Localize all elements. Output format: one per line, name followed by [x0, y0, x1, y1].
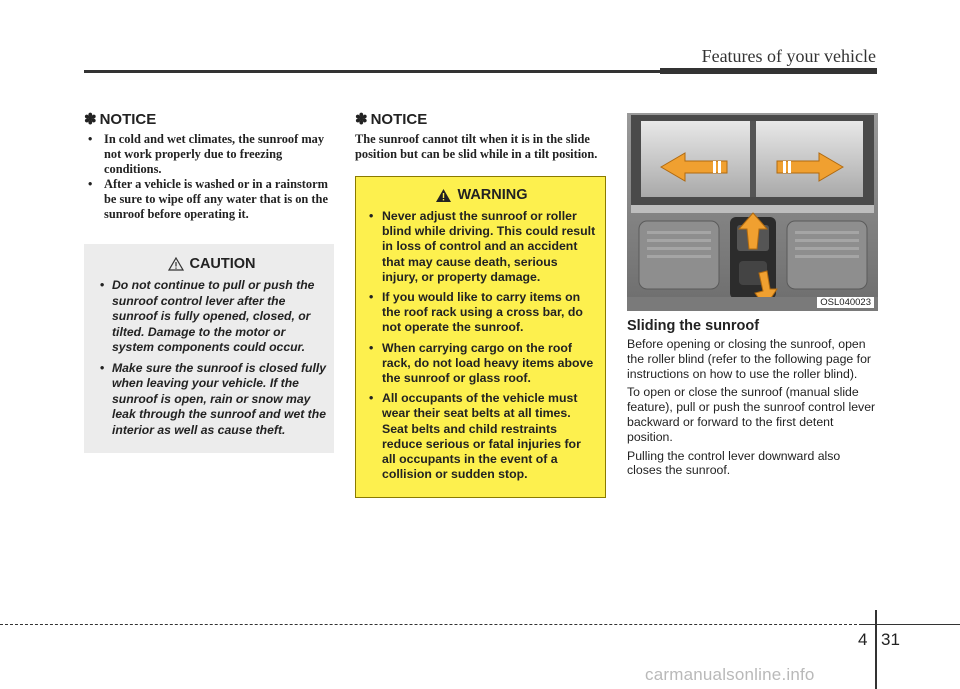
warning-item: • When carrying cargo on the roof rack, do not load heavy items above the sunroof or glass roof. — [366, 341, 597, 387]
warning-box — [355, 176, 606, 498]
caution-triangle-icon — [168, 257, 184, 271]
header-rule-accent — [660, 68, 877, 74]
caution-list — [98, 278, 326, 438]
warning-header — [366, 187, 597, 203]
middle-column — [355, 110, 606, 498]
footer-rule — [0, 624, 862, 625]
warning-item: • All occupants of the vehicle must wear their seat belts at all times. Seat belts and child restraints reduce serious or fatal injuries for all occupants in the event of a collision or sudden stop. — [366, 391, 597, 482]
middle-notice-title: ✽ NOTICE — [355, 111, 428, 128]
left-notice-item: • In cold and wet climates, the sunroof may not work properly due to freezing conditions. — [84, 132, 334, 177]
sunroof-photo — [627, 113, 878, 311]
warning-item: • Never adjust the sunroof or roller blind while driving. This could result in loss of control and an accident that may cause death, serious injury, or property damage. — [366, 209, 597, 285]
sliding-heading: Sliding the sunroof — [627, 318, 760, 334]
caution-item: • Do not continue to pull or push the sunroof control lever after the sunroof is fully opened, closed, or tilted. Damage to the motor or system components could occur. — [98, 278, 326, 356]
sliding-paragraph: Pulling the control lever downward also closes the sunroof. — [627, 448, 841, 478]
caution-box — [84, 244, 334, 453]
caution-header — [98, 256, 326, 272]
chapter-number: 4 — [858, 630, 868, 649]
notice-star-icon: ✽ — [355, 111, 368, 128]
page-number: 31 — [881, 630, 900, 649]
left-notice-title: ✽ NOTICE — [84, 111, 157, 128]
footer-rule-end — [862, 624, 960, 625]
middle-notice-text: The sunroof cannot tilt when it is in the slide position but can be slid while in a tilt position. — [355, 132, 598, 161]
sliding-paragraph: Before opening or closing the sunroof, open the roller blind (refer to the following page for instructions on how to use the roller blind). — [627, 337, 872, 381]
right-column — [627, 113, 878, 482]
watermark: carmanualsonline.info — [645, 665, 815, 684]
caution-label: CAUTION — [189, 256, 256, 272]
left-notice-list — [84, 132, 334, 222]
sliding-paragraph: To open or close the sunroof (manual slide feature), pull or push the sunroof control lever backward or forward to the first detent position. — [627, 385, 876, 444]
warning-triangle-icon — [435, 188, 452, 203]
notice-star-icon: ✽ — [84, 111, 97, 128]
caution-item: • Make sure the sunroof is closed fully when leaving your vehicle. If the sunroof is open, rain or snow may leak through the sunroof and wet the interior as well as cause theft. — [98, 361, 326, 439]
warning-item: • If you would like to carry items on the roof rack using a cross bar, do not operate the sunroof. — [366, 290, 597, 336]
sunroof-illustration — [627, 113, 878, 311]
figure-code: OSL040023 — [817, 297, 874, 308]
left-column — [84, 110, 334, 453]
footer-divider — [875, 610, 877, 689]
warning-list — [366, 209, 597, 482]
section-title: Features of your vehicle — [701, 46, 876, 66]
left-notice-item: • After a vehicle is washed or in a rainstorm be sure to wipe off any water that is on the sunroof before operating it. — [84, 177, 334, 222]
warning-label: WARNING — [457, 187, 528, 203]
